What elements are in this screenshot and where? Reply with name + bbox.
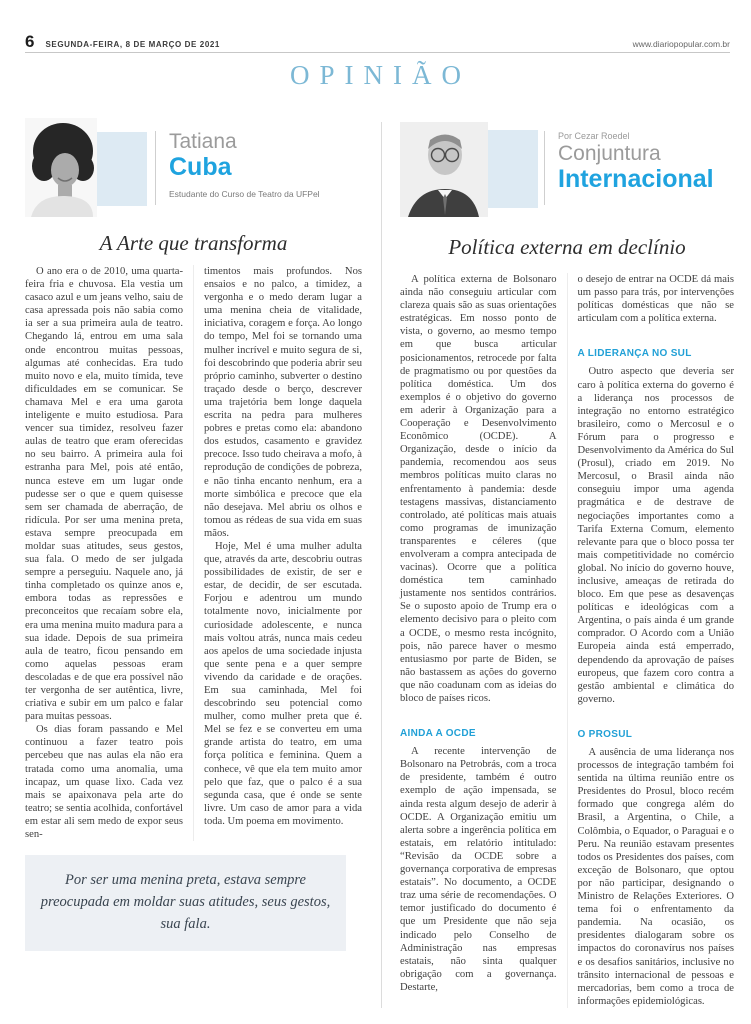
author-photo-wrap: [25, 118, 153, 217]
article-paragraph: timentos mais profundos. Nos ensaios e no palco, a timidez, a vergonha e o medo deram lugar a uma menina cheia de vitalidade, iniciativa, coragem e força. Ao longo do tempo, Mel foi se tornando uma mulher incrível e muito segura de si, foi descobrindo que poderia abrir seu próprio caminho, subverter o destino traçado desde o berço, descrever uma trajetória bem longe daquela escrita na pedra para mulheres pobres e pretas como ela: abandono dos estudos, casamento e gravidez precoce. Isso tudo cheirava a mofo, à reprodução de condições de pobreza, e não tinha encanto nenhum, era a morte simbólica e precoce que ela não desejava. Mel abriu os olhos e tomou as rédeas de sua vida em suas mãos.: [204, 266, 362, 539]
article-subhead: AINDA A OCDE: [400, 728, 476, 740]
page-date: SEGUNDA-FEIRA, 8 DE MARÇO DE 2021: [45, 40, 220, 49]
author-role: Estudante do Curso de Teatro da UFPel: [169, 188, 320, 199]
author-divider-line: [155, 131, 156, 205]
article-paragraph: o desejo de entrar na OCDE dá mais um passo para trás, por intervenções políticas domésticas que não se articulam com a política externa.: [577, 274, 734, 325]
column-name-line1: Conjuntura: [558, 142, 661, 165]
article-paragraph: A política externa de Bolsonaro ainda não conseguiu articular com clareza quais são as suas orientações estratégicas. Em nosso ponto de vista, o governo, ao mesmo tempo em que busca articular posicionamentos, retrocede por falta de pragmatismo ou por questões da política doméstica. Um dos exemplos é o objetivo do governo em aderir à Organização para a Cooperação e Desenvolvimento Econômico (OCDE). A Organização, desde o início da pandemia, recomendou aos seus membros políticas muito claras no enfrentamento à pandemia: desde testagens massivas, distanciamento controlado, até políticas mais atuais como programas de imunização transparentes e céleres (que envolveram a compra antecipada de vacinas). Ocorre que a política doméstica tem caminhado justamente nos sentidos contrários. Se o suposto apoio de Trump era o elemento decisivo para o pleito com a OCDE, o mesmo resta incógnito, pois, não parece haver o mesmo entusiasmo por parte de Biden, se não bastassem as ações do governo que não coadunam com as ideias do bloco de países ricos.: [400, 274, 557, 704]
section-title: OPINIÃO: [290, 60, 471, 90]
photo-backdrop-square: [91, 132, 147, 206]
author-block-tatiana-cuba: [25, 118, 362, 217]
author-block-cezar-roedel: [400, 118, 734, 217]
article-paragraph: O ano era o de 2010, uma quarta-feira fria e chuvosa. Ela vestia um casaco azul e um jeans velho, saiu de casa apressada pois não sabia como ia ser a sua primeira aula de teatro. Chegando lá, entrou em uma sala onde encontrou muitas pessoas, algumas até conhecidas. Era tudo muito novo e ela, muito tímida, teve dificuldades em se comunicar. Se chamava Mel e era uma garota inteligente e muito estudiosa. Para vencer sua timidez, resolveu fazer aulas de teatro que eram oferecidas no seu bairro. A primeira aula foi estranha para Mel, pois até então, nunca esteve em um lugar onde pudesse ser o que e quem quisesse sem ser chamada de aberração, de ridícula. Por ser uma menina preta, estava sempre preocupada em moldar suas atitudes, seus gestos, sua fala. O medo de ser julgada sempre a perseguiu. Naquele ano, já tinha completado os quinze anos e, embora todas as repressões e preconceitos que recaíam sobre ela, era uma menina muito madura para a sua idade. Depois de sua primeira aula de teatro, ficou pensando em como aquelas pessoas eram descoladas e de que era possível não ter vergonha de ser autêntica, livre, criativa e subir em um palco e falar para muitas pessoas.: [25, 266, 183, 723]
article-subhead: O PROSUL: [577, 728, 633, 740]
author-first-name: Tatiana: [169, 130, 237, 153]
article-paragraph: A recente intervenção de Bolsonaro na Petrobrás, com a troca de presidente, também é outro exemplo de ação impensada, se ainda resta algum desejo de aderir à OCDE. A Organização emitiu um alerta sobre a ingerência política em estatais, em relatório intitulado: “Revisão da OCDE sobre a governança corporativa de empresas estatais”. No documento, a OCDE traz uma série de recomendações. O temor justificado do documento é que um Presidente que não seja indicado pelo Conselho de Administração nas empresas estatais, não sinta qualquer obrigação com a governança. Destarte,: [400, 746, 557, 993]
pull-quote-box: [25, 855, 346, 951]
author-photo-tatiana-cuba: [25, 118, 97, 217]
author-divider-line: [544, 131, 545, 205]
article-left: [25, 118, 362, 951]
article-paragraph: A ausência de uma liderança nos processos de integração também foi sentida na última reunião entre os Presidentes do Prosul, bloco recém formado que congrega além do Brasil, a Argentina, o Chile, a Colômbia, o Equador, o Paraguai e o Peru. Na reunião estavam presentes todos os Presidentes dos países, com exceção de Bolsonaro, que optou por não participar, designando o Ministro de Relações Exteriores. O tema foi o enfrentamento da pandemia. Na ocasião, os presidentes dialogaram sobre os impactos do coronavírus nos países e os desafios sanitários, inclusive no trânsito internacional de pessoas e mercadorias, bem como a troca de informações epidemiológicas.: [577, 747, 734, 1007]
pull-quote-text: Por ser uma menina preta, estava sempre preocupada em moldar suas atitudes, seus gestos, sua fala.: [40, 872, 331, 932]
article-paragraph: Os dias foram passando e Mel continuou a fazer teatro pois percebeu que nas aulas ela não era tratada como uma anomalia, uma incapaz, um quase lixo. Cada vez mais se apaixonava pela arte do teatro; se sentia acolhida, confortável em estar ali sem medo de expor seus sen-: [25, 724, 183, 841]
article-column-2: [567, 273, 735, 1008]
article-column-1: [25, 265, 193, 841]
header-rule: [25, 52, 730, 53]
article-subhead: A LIDERANÇA NO SUL: [577, 348, 692, 360]
article-title: Política externa em declínio: [448, 235, 686, 259]
photo-backdrop-square: [482, 130, 538, 208]
author-text: [169, 118, 320, 199]
website-url: www.diariopopular.com.br: [632, 39, 730, 49]
article-body: [25, 265, 362, 841]
article-column-2: [193, 265, 362, 841]
author-kicker: Por Cezar Roedel: [558, 131, 630, 141]
article-body: [400, 273, 734, 1008]
author-last-name: Cuba: [169, 152, 232, 181]
article-paragraph: Outro aspecto que deveria ser caro à política externa do governo é a liderança nos processos de integração no entorno estratégico brasileiro, como o Mercosul e o Fórum para o progresso e Desenvolvimento da América do Sul (Prosul), criado em 2019. No Mercosul, o Brasil ainda não conseguiu impor uma agenda pragmática e de destrave de negociações importantes como a Tarifa Externa Comum, elemento relevante para que o bloco possa ter mais competitividade no comércio global. No início do governo houve, inclusive, ameaças de retirada do bloco. Em que pese as desavenças políticas e ideológicas com a Argentina, o país ainda é um grande comprador. O Acordo com a União Europeia ainda está emperrado, dependendo da aprovação de países europeus, que fazem coro contra a gestão ambiental e climática do governo.: [577, 366, 734, 705]
column-name-line2: Internacional: [558, 164, 714, 193]
article-right: [400, 118, 734, 1008]
articles-vertical-divider: [381, 122, 382, 1008]
author-photo-wrap: [400, 118, 542, 217]
article-column-1: [400, 273, 567, 1008]
author-photo-cezar-roedel: [400, 122, 488, 217]
page-number: 6: [25, 32, 35, 51]
article-paragraph: Hoje, Mel é uma mulher adulta que, através da arte, descobriu outras possibilidades de existir, de ser e estar, de decidir, de ser escutada. Forjou e adentrou um mundo totalmente novo, inicialmente por curiosidade adolescente, e nunca mais voltou atrás, nunca mais cedeu aos apelos de uma sociedade injusta que sente pena e a quer sempre vivendo da caridade e de orações. Em sua caminhada, Mel foi descobrindo seu potencial como mulher, como mulher preta que é. Mel se fez e se converteu em uma grande artista do teatro, em uma força política e feminina. Quem a conhece, vê que ela tem muito amor pelo que faz, que o palco é a sua segunda casa, que é onde se sente livre. Um caso de amor para a vida toda. Um poema em movimento.: [204, 540, 362, 827]
article-title: A Arte que transforma: [99, 231, 288, 255]
author-text: [558, 118, 714, 192]
page-header: [25, 32, 730, 52]
